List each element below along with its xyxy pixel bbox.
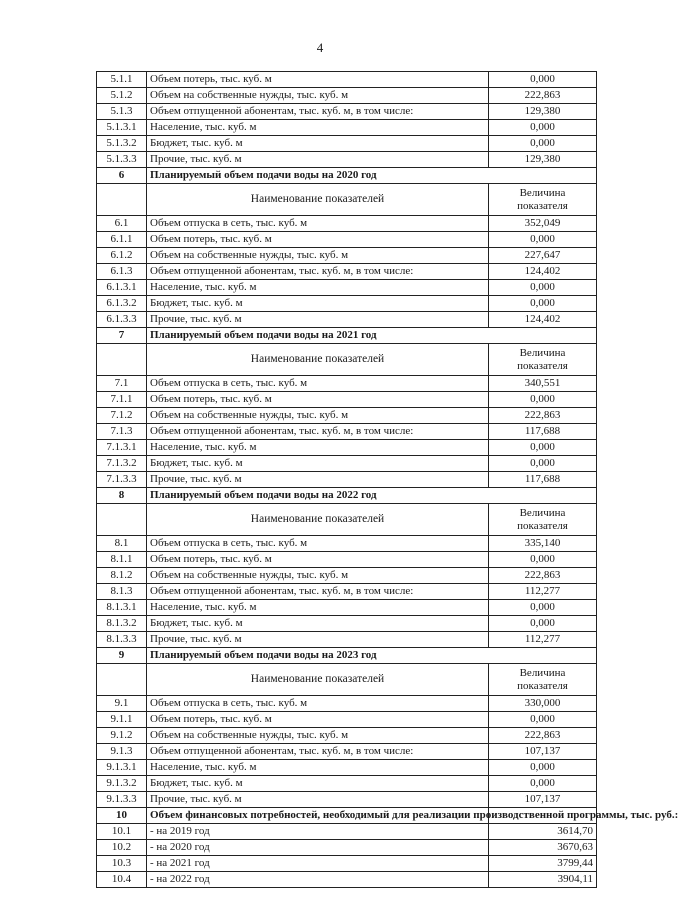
table-row xyxy=(97,232,597,248)
row-number: 10.4 xyxy=(97,872,147,888)
indicator-name: Объем на собственные нужды, тыс. куб. м xyxy=(147,568,489,584)
indicator-value: 340,551 xyxy=(489,376,597,392)
indicator-name: Объем на собственные нужды, тыс. куб. м xyxy=(147,88,489,104)
table-row xyxy=(97,568,597,584)
indicator-value: 124,402 xyxy=(489,312,597,328)
indicator-value: 117,688 xyxy=(489,472,597,488)
indicator-name: Бюджет, тыс. куб. м xyxy=(147,136,489,152)
row-number: 6.1 xyxy=(97,216,147,232)
indicator-value: 222,863 xyxy=(489,728,597,744)
table-row xyxy=(97,840,597,856)
empty-cell xyxy=(97,664,147,696)
section-title: Планируемый объем подачи воды на 2022 год xyxy=(147,488,597,504)
indicator-name: Объем отпуска в сеть, тыс. куб. м xyxy=(147,376,489,392)
indicator-value: 3904,11 xyxy=(489,872,597,888)
column-header-row xyxy=(97,344,597,376)
column-header-value-line1: Величина xyxy=(519,346,566,359)
indicator-name: Объем потерь, тыс. куб. м xyxy=(147,712,489,728)
indicator-name: Прочие, тыс. куб. м xyxy=(147,632,489,648)
empty-cell xyxy=(97,184,147,216)
page-number: 4 xyxy=(316,40,324,55)
indicator-value: 112,277 xyxy=(489,584,597,600)
row-number: 8.1.3.3 xyxy=(97,632,147,648)
indicator-name: Объем потерь, тыс. куб. м xyxy=(147,72,489,88)
table-row xyxy=(97,728,597,744)
table-row xyxy=(97,392,597,408)
empty-cell xyxy=(97,504,147,536)
row-number: 7.1.1 xyxy=(97,392,147,408)
indicator-name: Бюджет, тыс. куб. м xyxy=(147,616,489,632)
section-number: 7 xyxy=(97,328,147,344)
row-number: 5.1.3.2 xyxy=(97,136,147,152)
row-number: 7.1 xyxy=(97,376,147,392)
indicator-name: - на 2019 год xyxy=(147,824,489,840)
column-header-value xyxy=(489,504,597,536)
indicator-value: 0,000 xyxy=(489,760,597,776)
column-header-row xyxy=(97,664,597,696)
column-header-name: Наименование показателей xyxy=(147,184,489,216)
indicator-value: 117,688 xyxy=(489,424,597,440)
table-row xyxy=(97,296,597,312)
table-row xyxy=(97,264,597,280)
row-number: 8.1.1 xyxy=(97,552,147,568)
section-row xyxy=(97,808,597,824)
indicator-value: 129,380 xyxy=(489,104,597,120)
row-number: 10.1 xyxy=(97,824,147,840)
indicator-name: - на 2022 год xyxy=(147,872,489,888)
row-number: 6.1.1 xyxy=(97,232,147,248)
indicator-name: Население, тыс. куб. м xyxy=(147,280,489,296)
indicator-name: Объем отпуска в сеть, тыс. куб. м xyxy=(147,696,489,712)
indicator-value: 0,000 xyxy=(489,232,597,248)
table-row xyxy=(97,616,597,632)
row-number: 9.1.2 xyxy=(97,728,147,744)
table-row xyxy=(97,872,597,888)
row-number: 6.1.2 xyxy=(97,248,147,264)
indicator-value: 222,863 xyxy=(489,568,597,584)
column-header-value-line1: Величина xyxy=(519,666,566,679)
section-title: Планируемый объем подачи воды на 2023 год xyxy=(147,648,597,664)
column-header-value-line1: Величина xyxy=(519,506,566,519)
indicator-name: Бюджет, тыс. куб. м xyxy=(147,456,489,472)
row-number: 8.1.3 xyxy=(97,584,147,600)
indicator-value: 0,000 xyxy=(489,392,597,408)
table-row xyxy=(97,104,597,120)
table-row xyxy=(97,712,597,728)
column-header-value-line1: Величина xyxy=(519,186,566,199)
indicator-name: Объем отпущенной абонентам, тыс. куб. м, в том числе: xyxy=(147,584,489,600)
section-title: Планируемый объем подачи воды на 2020 год xyxy=(147,168,597,184)
table-row xyxy=(97,456,597,472)
indicator-name: Прочие, тыс. куб. м xyxy=(147,152,489,168)
table-row xyxy=(97,312,597,328)
row-number: 6.1.3.2 xyxy=(97,296,147,312)
table-row xyxy=(97,856,597,872)
section-number: 10 xyxy=(97,808,147,824)
column-header-value-line2: показателя xyxy=(517,679,568,692)
indicator-value: 0,000 xyxy=(489,712,597,728)
indicator-value: 107,137 xyxy=(489,744,597,760)
column-header-name: Наименование показателей xyxy=(147,344,489,376)
indicator-name: Объем отпущенной абонентам, тыс. куб. м, в том числе: xyxy=(147,424,489,440)
row-number: 7.1.2 xyxy=(97,408,147,424)
table-row xyxy=(97,584,597,600)
indicator-value: 222,863 xyxy=(489,408,597,424)
row-number: 10.2 xyxy=(97,840,147,856)
indicator-value: 227,647 xyxy=(489,248,597,264)
row-number: 9.1.3.2 xyxy=(97,776,147,792)
indicator-name: Объем отпуска в сеть, тыс. куб. м xyxy=(147,536,489,552)
indicator-name: Население, тыс. куб. м xyxy=(147,760,489,776)
table-row xyxy=(97,408,597,424)
indicator-name: Объем потерь, тыс. куб. м xyxy=(147,232,489,248)
column-header-value xyxy=(489,184,597,216)
column-header-name: Наименование показателей xyxy=(147,504,489,536)
section-row xyxy=(97,648,597,664)
indicator-value: 3799,44 xyxy=(489,856,597,872)
indicator-name: Объем отпущенной абонентам, тыс. куб. м, в том числе: xyxy=(147,264,489,280)
section-row xyxy=(97,328,597,344)
section-title: Объем финансовых потребностей, необходимый для реализации производственной программы, тыс. руб.: xyxy=(147,808,489,824)
table-row xyxy=(97,376,597,392)
row-number: 6.1.3.3 xyxy=(97,312,147,328)
table-row xyxy=(97,744,597,760)
indicator-name: Объем потерь, тыс. куб. м xyxy=(147,552,489,568)
section-title: Планируемый объем подачи воды на 2021 год xyxy=(147,328,597,344)
table-row xyxy=(97,440,597,456)
indicator-value: 0,000 xyxy=(489,616,597,632)
column-header-value xyxy=(489,664,597,696)
table-row xyxy=(97,552,597,568)
indicator-value: 107,137 xyxy=(489,792,597,808)
indicator-name: Прочие, тыс. куб. м xyxy=(147,472,489,488)
row-number: 5.1.3 xyxy=(97,104,147,120)
column-header-value-line2: показателя xyxy=(517,519,568,532)
indicator-value: 0,000 xyxy=(489,280,597,296)
row-number: 5.1.2 xyxy=(97,88,147,104)
row-number: 5.1.1 xyxy=(97,72,147,88)
section-number: 9 xyxy=(97,648,147,664)
row-number: 10.3 xyxy=(97,856,147,872)
table-row xyxy=(97,600,597,616)
indicators-table xyxy=(96,71,678,888)
row-number: 8.1.3.2 xyxy=(97,616,147,632)
row-number: 8.1.2 xyxy=(97,568,147,584)
row-number: 8.1 xyxy=(97,536,147,552)
row-number: 7.1.3.3 xyxy=(97,472,147,488)
table-body xyxy=(97,72,678,888)
indicator-name: Объем отпущенной абонентам, тыс. куб. м, в том числе: xyxy=(147,744,489,760)
indicator-value: 0,000 xyxy=(489,120,597,136)
indicator-value: 352,049 xyxy=(489,216,597,232)
indicator-name: Объем отпущенной абонентам, тыс. куб. м, в том числе: xyxy=(147,104,489,120)
table-row xyxy=(97,152,597,168)
row-number: 9.1.3.3 xyxy=(97,792,147,808)
indicator-name: - на 2020 год xyxy=(147,840,489,856)
table-row xyxy=(97,472,597,488)
section-number: 6 xyxy=(97,168,147,184)
column-header-value-line2: показателя xyxy=(517,199,568,212)
row-number: 7.1.3.2 xyxy=(97,456,147,472)
table-row xyxy=(97,120,597,136)
indicator-value: 0,000 xyxy=(489,456,597,472)
indicator-name: Объем на собственные нужды, тыс. куб. м xyxy=(147,248,489,264)
indicator-value: 112,277 xyxy=(489,632,597,648)
indicator-value: 0,000 xyxy=(489,136,597,152)
indicator-name: Прочие, тыс. куб. м xyxy=(147,312,489,328)
table-row xyxy=(97,696,597,712)
table-row xyxy=(97,136,597,152)
indicator-name: Бюджет, тыс. куб. м xyxy=(147,776,489,792)
indicator-value: 0,000 xyxy=(489,600,597,616)
table-row xyxy=(97,280,597,296)
table-row xyxy=(97,536,597,552)
indicator-value: 3670,63 xyxy=(489,840,597,856)
table-row xyxy=(97,760,597,776)
empty-cell xyxy=(97,344,147,376)
table-row xyxy=(97,216,597,232)
indicator-name: Объем потерь, тыс. куб. м xyxy=(147,392,489,408)
column-header-value xyxy=(489,344,597,376)
indicator-name: Объем отпуска в сеть, тыс. куб. м xyxy=(147,216,489,232)
table-row xyxy=(97,424,597,440)
indicator-name: - на 2021 год xyxy=(147,856,489,872)
row-number: 5.1.3.1 xyxy=(97,120,147,136)
table-row xyxy=(97,88,597,104)
indicator-value: 124,402 xyxy=(489,264,597,280)
indicator-value: 0,000 xyxy=(489,776,597,792)
indicator-name: Население, тыс. куб. м xyxy=(147,440,489,456)
table-row xyxy=(97,824,597,840)
row-number: 9.1.3 xyxy=(97,744,147,760)
table-row xyxy=(97,792,597,808)
indicator-value: 0,000 xyxy=(489,552,597,568)
section-number: 8 xyxy=(97,488,147,504)
indicator-name: Население, тыс. куб. м xyxy=(147,600,489,616)
table-row xyxy=(97,248,597,264)
indicator-name: Бюджет, тыс. куб. м xyxy=(147,296,489,312)
indicator-value: 129,380 xyxy=(489,152,597,168)
row-number: 6.1.3 xyxy=(97,264,147,280)
row-number: 9.1.3.1 xyxy=(97,760,147,776)
indicator-name: Объем на собственные нужды, тыс. куб. м xyxy=(147,728,489,744)
table-row xyxy=(97,776,597,792)
table-row xyxy=(97,72,597,88)
row-number: 8.1.3.1 xyxy=(97,600,147,616)
indicator-name: Население, тыс. куб. м xyxy=(147,120,489,136)
indicator-value: 3614,70 xyxy=(489,824,597,840)
column-header-row xyxy=(97,184,597,216)
indicator-value: 330,000 xyxy=(489,696,597,712)
indicator-value: 0,000 xyxy=(489,440,597,456)
section-row xyxy=(97,488,597,504)
column-header-row xyxy=(97,504,597,536)
indicator-value: 335,140 xyxy=(489,536,597,552)
indicator-name: Объем на собственные нужды, тыс. куб. м xyxy=(147,408,489,424)
indicator-name: Прочие, тыс. куб. м xyxy=(147,792,489,808)
row-number: 5.1.3.3 xyxy=(97,152,147,168)
row-number: 6.1.3.1 xyxy=(97,280,147,296)
column-header-name: Наименование показателей xyxy=(147,664,489,696)
indicator-value: 0,000 xyxy=(489,72,597,88)
indicator-value: 222,863 xyxy=(489,88,597,104)
table-row xyxy=(97,632,597,648)
row-number: 9.1 xyxy=(97,696,147,712)
indicator-value: 0,000 xyxy=(489,296,597,312)
column-header-value-line2: показателя xyxy=(517,359,568,372)
row-number: 7.1.3 xyxy=(97,424,147,440)
section-row xyxy=(97,168,597,184)
row-number: 7.1.3.1 xyxy=(97,440,147,456)
row-number: 9.1.1 xyxy=(97,712,147,728)
